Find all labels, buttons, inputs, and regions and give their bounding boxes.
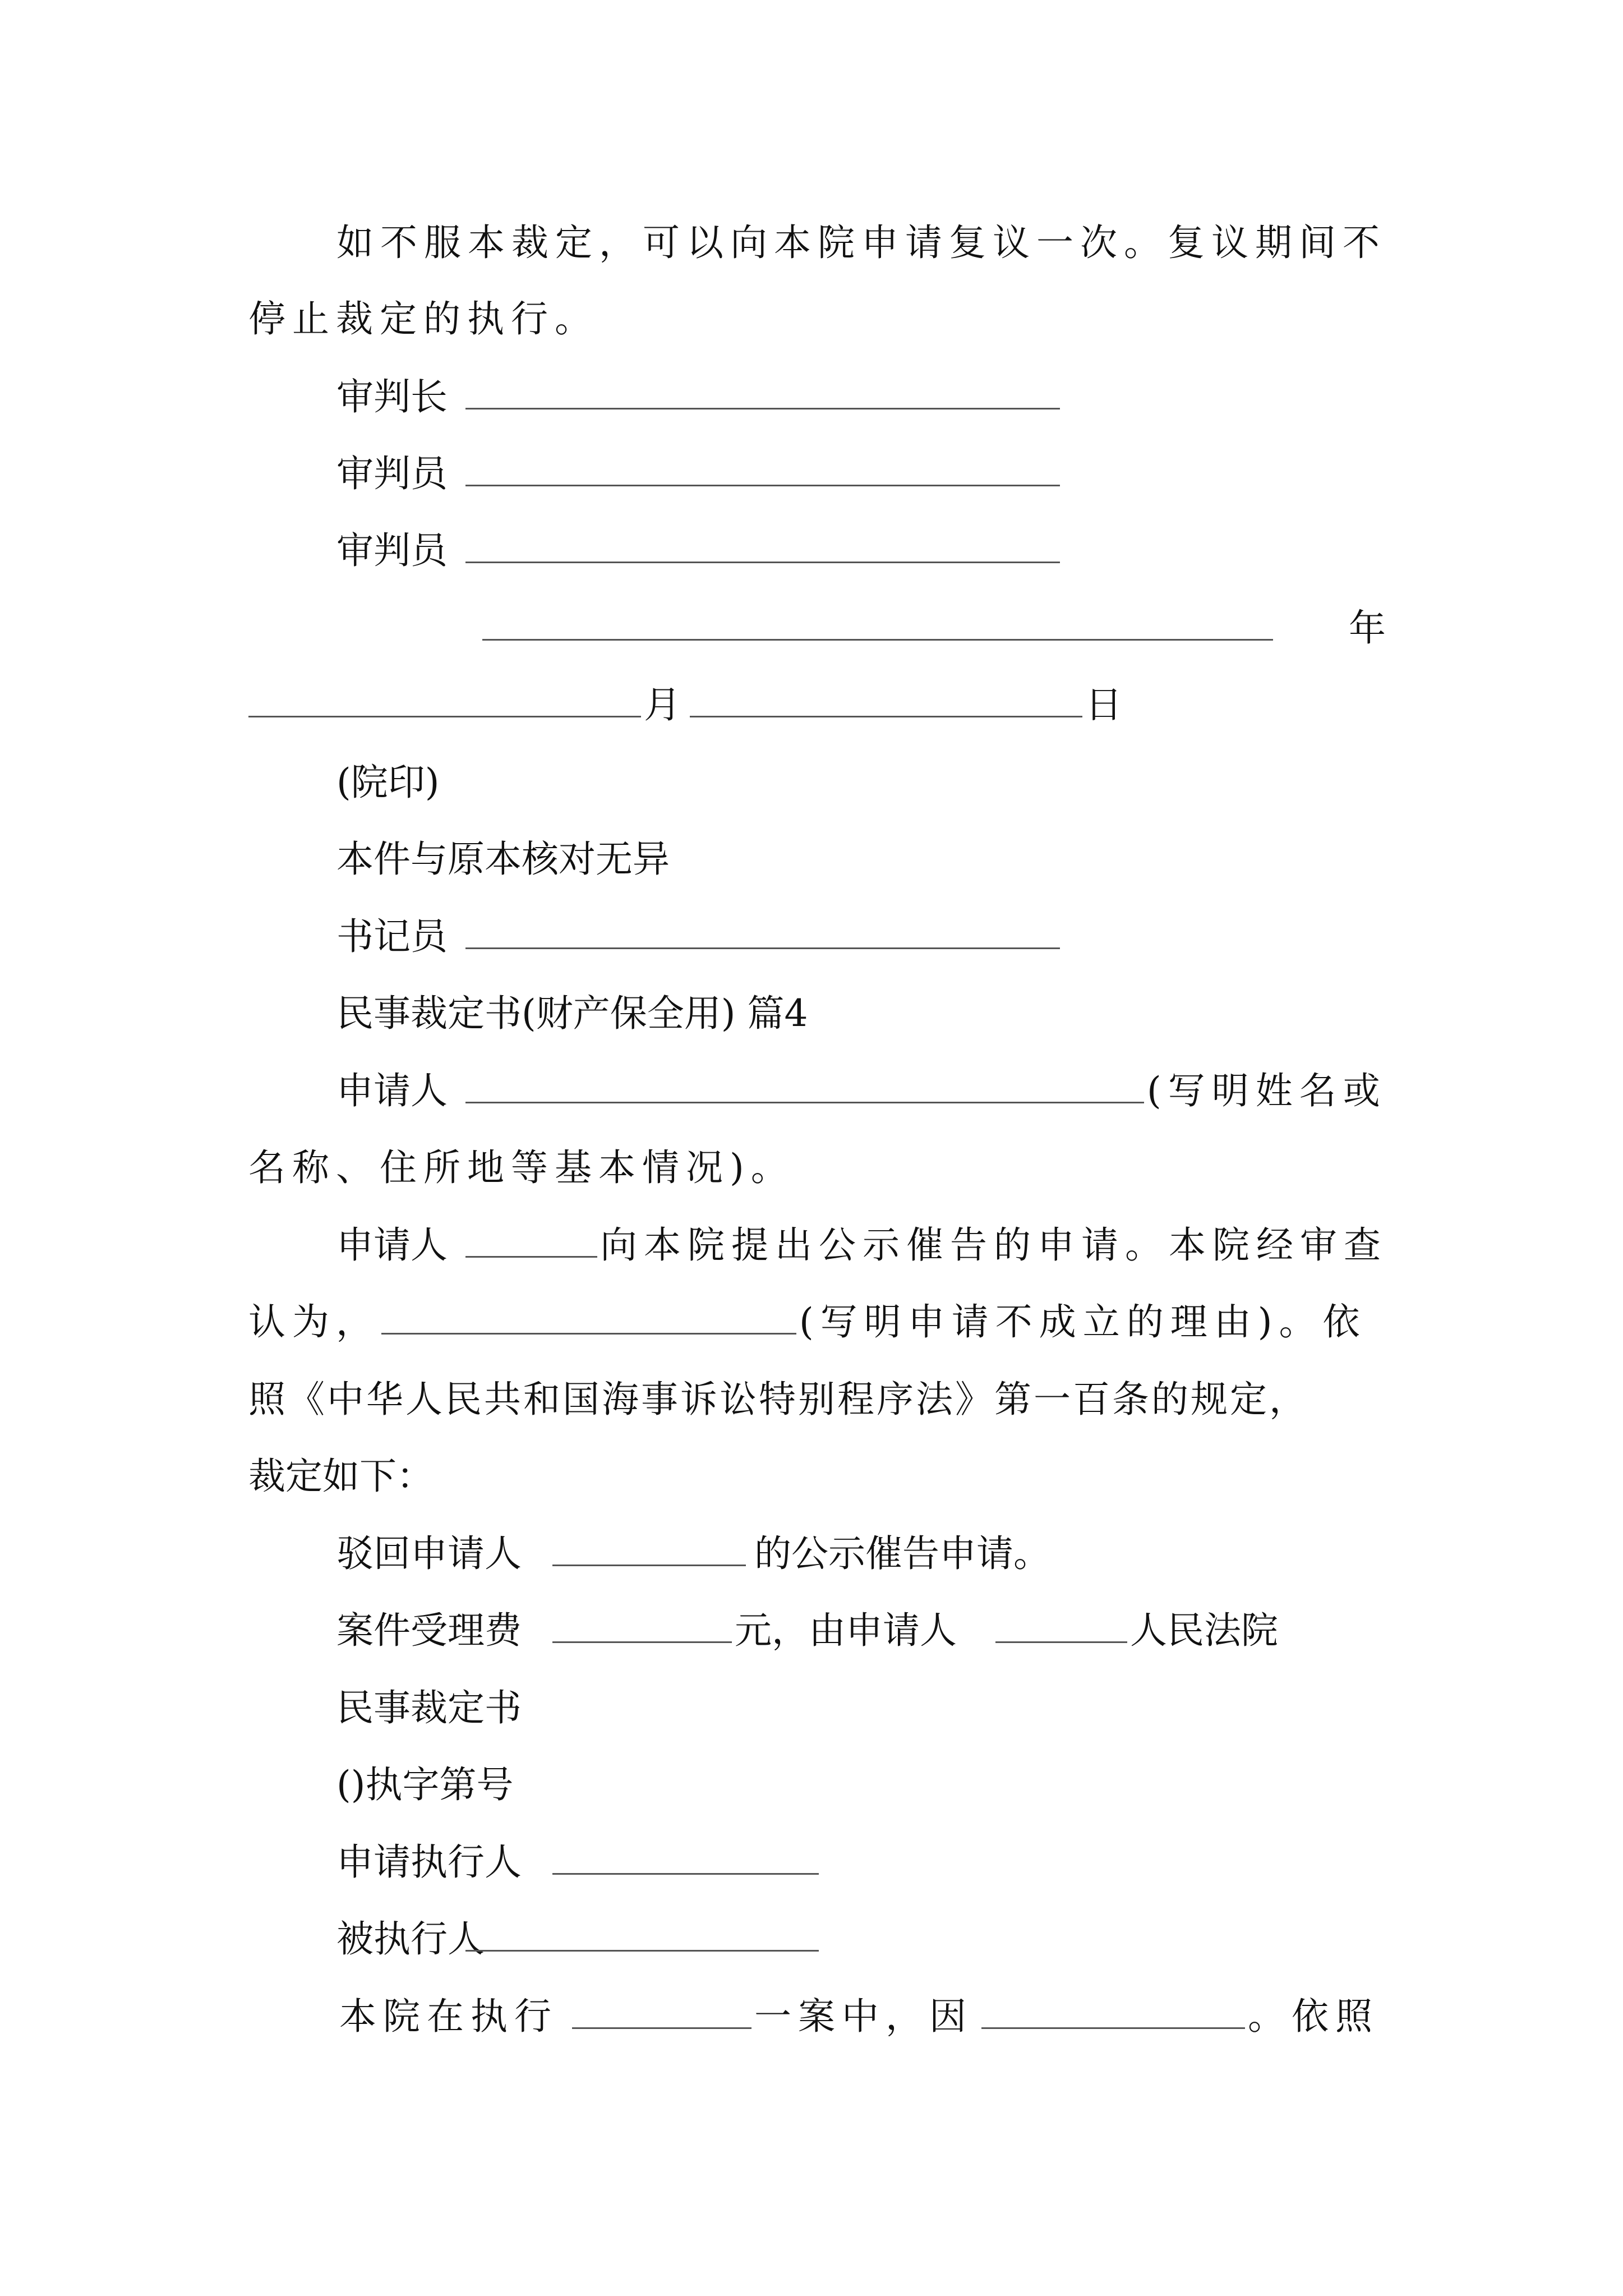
- label-exec-respondent: 被执行人: [336, 1917, 485, 1961]
- text-reject-b: 的公示催告申请。: [754, 1532, 1050, 1575]
- text-applicant-note-b: 名称、住所地等基本情况)。: [248, 1146, 795, 1189]
- blank-judge-2: [465, 562, 1060, 563]
- label-applicant: 申请人: [336, 1069, 448, 1112]
- blank-reject: [552, 1565, 746, 1566]
- text-para-b1: 认为，: [248, 1300, 380, 1343]
- text-reject-a: 驳回申请人: [336, 1532, 522, 1575]
- line-para-d: [0, 1451, 1623, 1502]
- text-verified: 本件与原本核对无异: [336, 838, 670, 881]
- blank-day: [690, 716, 1082, 717]
- text-applicant-note-a: (写明姓名或: [1147, 1069, 1387, 1112]
- text-seal: (院印): [336, 761, 440, 804]
- label-clerk: 书记员: [336, 915, 448, 958]
- text-para-a2: 向本院提出公示催告的申请。本院经审查: [600, 1223, 1387, 1267]
- text-objection-1: 如不服本裁定，可以向本院申请复议一次。复议期间不: [336, 221, 1386, 264]
- blank-fee-applicant: [995, 1641, 1127, 1643]
- text-objection-2: 停止裁定的执行。: [248, 297, 598, 341]
- text-last-b: 一案中，因: [754, 1995, 973, 2038]
- text-para-a1: 申请人: [336, 1223, 448, 1267]
- text-fee-b: 元，由申请人: [735, 1609, 957, 1652]
- line-reject: [0, 1529, 1623, 1579]
- line-para-a: [0, 1220, 1623, 1271]
- blank-fee-amount: [552, 1641, 732, 1643]
- line-applicant-note: [0, 1143, 1623, 1193]
- blank-year: [482, 639, 1273, 641]
- text-fee-c: 人民法院: [1130, 1609, 1278, 1652]
- label-year: 年: [1349, 606, 1386, 650]
- blank-para-a: [465, 1256, 597, 1258]
- line-judge-1: [0, 449, 1623, 499]
- label-month: 月: [644, 683, 681, 726]
- text-ruling-title: 民事裁定书: [336, 1686, 522, 1729]
- text-para-c: 照《中华人民共和国海事诉讼特别程序法》第一百条的规定，: [248, 1378, 1308, 1421]
- blank-applicant: [465, 1102, 1144, 1103]
- label-judge-1: 审判员: [336, 452, 448, 495]
- label-day: 日: [1085, 683, 1122, 726]
- line-fee: [0, 1605, 1623, 1656]
- line-objection-2: [0, 294, 1623, 344]
- line-para-c: [0, 1374, 1623, 1425]
- text-last-a: 本院在执行: [339, 1995, 558, 2038]
- line-exec-applicant: [0, 1837, 1623, 1888]
- line-ruling-title: [0, 1683, 1623, 1733]
- label-judge-2: 审判员: [336, 529, 448, 572]
- text-fee-a: 案件受理费: [336, 1609, 522, 1652]
- blank-chief-judge: [465, 408, 1060, 409]
- blank-exec-applicant: [552, 1873, 819, 1875]
- line-exec-respondent: [0, 1914, 1623, 1964]
- blank-last-case: [572, 2027, 751, 2029]
- line-month-day: [0, 680, 1623, 730]
- blank-month: [248, 716, 641, 717]
- label-exec-applicant: 申请执行人: [336, 1841, 522, 1884]
- line-objection-1: [0, 218, 1623, 268]
- text-para-d: 裁定如下：: [248, 1455, 434, 1498]
- line-para-b: [0, 1297, 1623, 1347]
- line-section-title: [0, 988, 1623, 1039]
- line-applicant: [0, 1066, 1623, 1116]
- label-chief-judge: 审判长: [336, 375, 448, 418]
- text-para-b2: (写明申请不成立的理由)。依: [799, 1300, 1367, 1343]
- line-last: [0, 1991, 1623, 2042]
- line-chief-judge: [0, 372, 1623, 422]
- line-clerk: [0, 912, 1623, 962]
- blank-judge-1: [465, 485, 1060, 486]
- line-seal: [0, 757, 1623, 808]
- text-last-c: 。依照: [1248, 1995, 1379, 2038]
- text-case-no: ()执字第号: [336, 1763, 514, 1806]
- line-case-no: [0, 1760, 1623, 1810]
- blank-clerk: [465, 947, 1060, 949]
- line-verified: [0, 834, 1623, 885]
- blank-para-b: [381, 1333, 796, 1335]
- blank-last-reason: [981, 2027, 1245, 2029]
- blank-exec-respondent: [465, 1950, 819, 1952]
- section-title: 民事裁定书(财产保全用) 篇4: [336, 992, 808, 1035]
- line-year: [0, 603, 1623, 654]
- line-judge-2: [0, 526, 1623, 576]
